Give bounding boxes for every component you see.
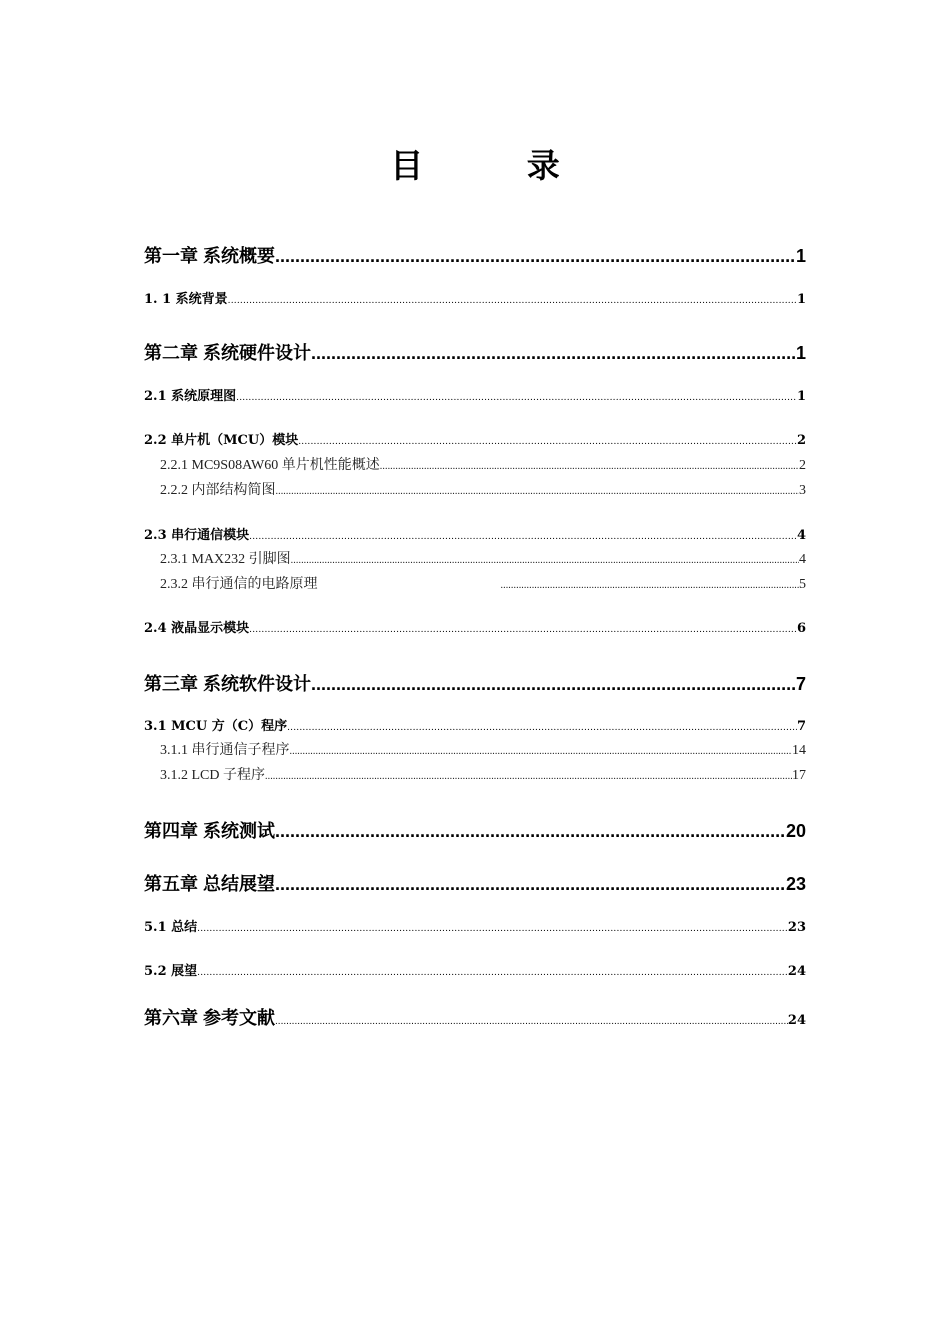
dot-leader (501, 577, 800, 595)
toc-entry-label: 第五章 总结展望 (144, 874, 276, 894)
toc-entry-page: 24 (787, 1013, 806, 1028)
toc-entry-page: 2 (796, 433, 806, 448)
toc-entry-page: 6 (796, 621, 806, 636)
toc-entry-label: 2.2.2 内部结构简图 (160, 483, 276, 498)
toc-entry-label: 5.1 总结 (144, 920, 198, 935)
toc-entry-page: 1 (796, 389, 806, 404)
dot-leader (275, 819, 786, 843)
dot-leader (311, 341, 796, 365)
dot-leader (290, 743, 793, 761)
toc-entry-chapter-2[interactable] (144, 341, 806, 365)
dot-leader (276, 483, 800, 501)
toc-entry-section-2-4[interactable] (144, 620, 806, 639)
dot-leader (249, 621, 797, 639)
toc-entry-subsection-2-2-1[interactable] (160, 457, 806, 476)
toc-entry-section-2-3[interactable] (144, 527, 806, 546)
toc-entry-label: 5.2 展望 (144, 964, 198, 979)
toc-entry-page: 23 (785, 874, 806, 894)
dot-leader (265, 768, 792, 786)
toc-entry-label: 第一章 系统概要 (144, 246, 276, 266)
toc-entry-chapter-5[interactable] (144, 872, 806, 896)
toc-entry-page: 7 (795, 674, 806, 694)
toc-entry-label: 2.2 单片机（MCU）模块 (144, 433, 299, 448)
toc-entry-section-3-1[interactable] (144, 718, 806, 737)
toc-entry-page: 3 (799, 483, 806, 498)
toc-entry-chapter-3[interactable] (144, 672, 806, 696)
toc-entry-page: 1 (795, 246, 806, 266)
dot-leader (287, 719, 797, 737)
toc-entry-page: 2 (799, 458, 806, 473)
toc-entry-label: 2.2.1 MC9S08AW60 单片机性能概述 (160, 458, 380, 473)
toc-entry-label: 3.1 MCU 方（C）程序 (144, 719, 288, 734)
dot-leader (275, 872, 786, 896)
toc-entry-chapter-6[interactable] (144, 1006, 806, 1034)
dot-leader (380, 458, 799, 476)
toc-entry-page: 7 (796, 719, 806, 734)
toc-entry-chapter-4[interactable] (144, 819, 806, 843)
dot-leader (197, 920, 788, 938)
toc-entry-subsection-3-1-2[interactable] (160, 767, 806, 786)
toc-entry-page: 17 (792, 768, 806, 783)
page-title: 目 录 (390, 146, 606, 185)
dot-leader (249, 528, 797, 546)
toc-entry-section-2-1[interactable] (144, 388, 806, 407)
toc-entry-page: 14 (792, 743, 806, 758)
toc-entry-label: 3.1.2 LCD 子程序 (160, 768, 265, 783)
toc-entry-label: 2.3 串行通信模块 (144, 528, 250, 543)
dot-leader (275, 1010, 788, 1034)
dot-leader (197, 964, 788, 982)
toc-entry-label: 1. 1 系统背景 (144, 292, 228, 307)
toc-entry-subsection-3-1-1[interactable] (160, 742, 806, 761)
toc-entry-page: 1 (795, 343, 806, 363)
toc-entry-page: 24 (787, 964, 806, 979)
dot-leader (298, 433, 797, 451)
toc-entry-chapter-1[interactable] (144, 244, 806, 268)
toc-entry-label: 第二章 系统硬件设计 (144, 343, 312, 363)
toc-entry-page: 5 (799, 577, 806, 592)
toc-entry-section-5-1[interactable] (144, 919, 806, 938)
toc-entry-page: 20 (785, 821, 806, 841)
toc-entry-label: 第四章 系统测试 (144, 821, 276, 841)
toc-entry-page: 4 (796, 528, 806, 543)
toc-entry-page: 23 (787, 920, 806, 935)
toc-entry-section-1-1[interactable] (144, 291, 806, 310)
dot-leader (228, 292, 797, 310)
toc-entry-subsection-2-2-2[interactable] (160, 482, 806, 501)
toc-entry-section-5-2[interactable] (144, 963, 806, 982)
toc-entry-label: 3.1.1 串行通信子程序 (160, 743, 290, 758)
toc-entry-section-2-2[interactable] (144, 432, 806, 451)
toc-entry-page: 1 (796, 292, 806, 307)
dot-leader (311, 672, 796, 696)
dot-leader (275, 244, 796, 268)
toc-entry-subsection-2-3-2[interactable] (160, 576, 806, 595)
toc-entry-label: 2.3.2 串行通信的电路原理 (160, 577, 318, 592)
toc-entry-label: 2.1 系统原理图 (144, 389, 237, 404)
toc-entry-label: 2.3.1 MAX232 引脚图 (160, 552, 291, 567)
dot-leader (291, 552, 799, 570)
toc-entry-label: 第六章 参考文献 (144, 1008, 276, 1028)
dot-leader (236, 389, 797, 407)
toc-entry-label: 2.4 液晶显示模块 (144, 621, 250, 636)
toc-entry-subsection-2-3-1[interactable] (160, 551, 806, 570)
toc-entry-page: 4 (799, 552, 806, 567)
toc-entry-label: 第三章 系统软件设计 (144, 674, 312, 694)
